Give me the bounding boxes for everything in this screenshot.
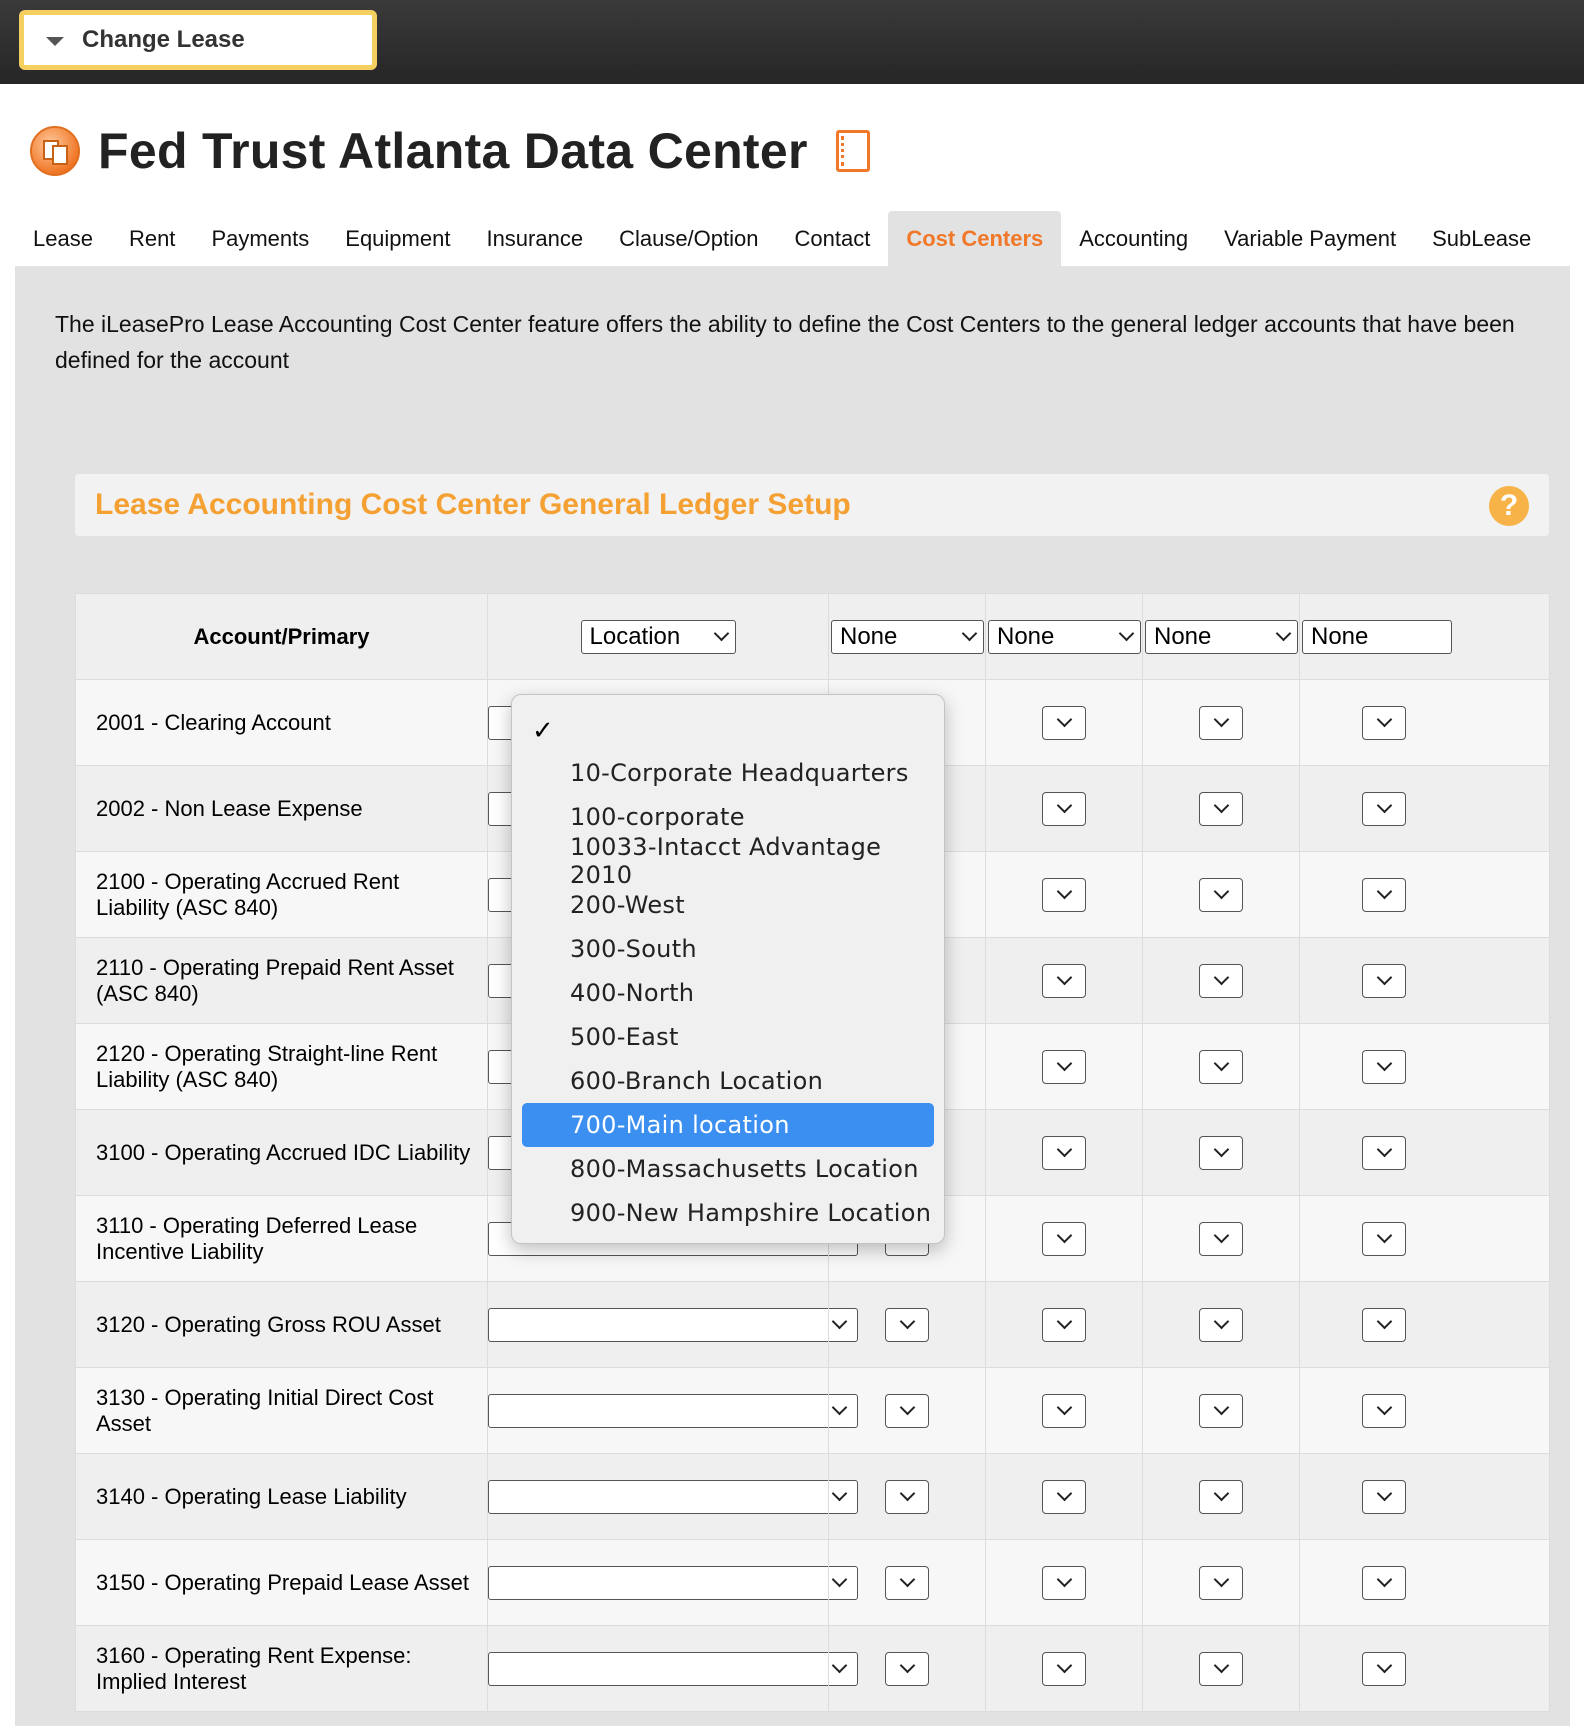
- chevron-down-icon: [1213, 1400, 1229, 1416]
- account-name: 3120 - Operating Gross ROU Asset: [76, 1282, 488, 1368]
- segment-cell: [986, 1454, 1143, 1540]
- chevron-down-icon: [1376, 1658, 1392, 1674]
- segment-select[interactable]: [1302, 620, 1452, 654]
- chevron-down-icon: [1213, 712, 1229, 728]
- segment-value-select[interactable]: [1199, 1136, 1243, 1170]
- chevron-down-icon: [1056, 1572, 1072, 1588]
- segment-cell: [1143, 852, 1300, 938]
- account-name: 2002 - Non Lease Expense: [76, 766, 488, 852]
- segment-value-select[interactable]: [1362, 1308, 1406, 1342]
- chevron-down-icon: [1056, 1142, 1072, 1158]
- dropdown-option[interactable]: 10033-Intacct Advantage 2010: [570, 833, 882, 889]
- chevron-down-icon: [1376, 1228, 1392, 1244]
- segment-value-select[interactable]: [1362, 1136, 1406, 1170]
- location-dropdown-menu[interactable]: [511, 694, 945, 1244]
- segment-cell: [1143, 1368, 1300, 1454]
- tab-variable-payment[interactable]: Variable Payment: [1224, 225, 1397, 251]
- segment-cell: [1143, 1282, 1300, 1368]
- chevron-down-icon: [899, 1572, 915, 1588]
- segment-cell: [1143, 1540, 1300, 1626]
- segment-cell: [1300, 1110, 1550, 1196]
- segment-cell: [1143, 1626, 1300, 1712]
- location-cell: [488, 1282, 829, 1368]
- segment-value-select[interactable]: [1042, 1050, 1086, 1084]
- segment-value-select[interactable]: [1042, 1136, 1086, 1170]
- chevron-down-icon: [1376, 970, 1392, 986]
- chevron-down-icon: [1119, 626, 1135, 642]
- segment-value-select[interactable]: [1362, 792, 1406, 826]
- location-select[interactable]: [488, 1308, 858, 1342]
- segment-value-select[interactable]: [1362, 1394, 1406, 1428]
- segment-cell: [986, 1368, 1143, 1454]
- segment-select-value: Location: [589, 622, 681, 650]
- account-name: 2100 - Operating Accrued Rent Liability (ASC 840): [76, 852, 488, 938]
- chevron-down-icon: [1056, 1658, 1072, 1674]
- segment-select-value: None: [1311, 622, 1369, 650]
- chevron-down-icon: [1376, 1486, 1392, 1502]
- tab-insurance[interactable]: Insurance: [486, 225, 584, 251]
- segment-value-select[interactable]: [1362, 1652, 1406, 1686]
- dropdown-option[interactable]: 100-corporate: [570, 803, 745, 831]
- section-header: [75, 474, 1549, 536]
- chevron-down-icon: [1056, 884, 1072, 900]
- dropdown-option[interactable]: 500-East: [570, 1023, 679, 1051]
- segment-value-select[interactable]: [1042, 1652, 1086, 1686]
- table-row: [76, 1282, 1550, 1368]
- segment-value-select[interactable]: [1042, 792, 1086, 826]
- chevron-down-icon: [1213, 884, 1229, 900]
- top-bar: [0, 0, 1584, 84]
- account-name: 2110 - Operating Prepaid Rent Asset (ASC 840): [76, 938, 488, 1024]
- location-select[interactable]: [488, 1480, 858, 1514]
- section-title: Lease Accounting Cost Center General Ledger Setup: [95, 488, 851, 521]
- segment-select[interactable]: [988, 620, 1141, 654]
- segment-select[interactable]: [831, 620, 984, 654]
- segment-cell: [1300, 1626, 1550, 1712]
- chevron-down-icon: [1376, 1572, 1392, 1588]
- chevron-down-icon: [1376, 884, 1392, 900]
- segment-header-cell: [986, 594, 1143, 680]
- segment-header-cell: [1300, 594, 1550, 680]
- chevron-down-icon: [1213, 1228, 1229, 1244]
- chevron-down-icon: [1056, 798, 1072, 814]
- segment-cell: [986, 852, 1143, 938]
- chevron-down-icon: [1056, 1056, 1072, 1072]
- table-row: [76, 1454, 1550, 1540]
- segment-cell: [1300, 766, 1550, 852]
- chevron-down-icon: [1213, 1314, 1229, 1330]
- tab-clause-option[interactable]: Clause/Option: [619, 225, 759, 251]
- chevron-down-icon: [713, 626, 729, 642]
- segment-value-select[interactable]: [1042, 706, 1086, 740]
- segment-value-select[interactable]: [1362, 1480, 1406, 1514]
- segment-cell: [986, 680, 1143, 766]
- segment-cell: [986, 1282, 1143, 1368]
- checkmark-icon: ✓: [532, 714, 554, 745]
- notebook-icon[interactable]: [836, 130, 870, 172]
- segment-cell: [1143, 766, 1300, 852]
- segment-value-select[interactable]: [1199, 1566, 1243, 1600]
- account-name: 3160 - Operating Rent Expense: Implied Interest: [76, 1626, 488, 1712]
- tab-rent[interactable]: Rent: [128, 225, 176, 251]
- segment-header-cell: [829, 594, 986, 680]
- tab-cost-centers[interactable]: Cost Centers: [888, 211, 1061, 266]
- segment-cell: [986, 766, 1143, 852]
- account-name: 3100 - Operating Accrued IDC Liability: [76, 1110, 488, 1196]
- dropdown-option[interactable]: 300-South: [570, 935, 697, 963]
- table-row: [76, 1626, 1550, 1712]
- tab-bar: [15, 211, 1549, 266]
- segment-value-select[interactable]: [1199, 1394, 1243, 1428]
- segment-value-select[interactable]: [1042, 878, 1086, 912]
- table-row: [76, 1368, 1550, 1454]
- segment-select-value: None: [997, 622, 1055, 650]
- chevron-down-icon: [899, 1314, 915, 1330]
- segment-select-value: None: [1154, 622, 1212, 650]
- segment-cell: [1143, 938, 1300, 1024]
- segment-value-select[interactable]: [1042, 1480, 1086, 1514]
- intro-text: The iLeasePro Lease Accounting Cost Center feature offers the ability to define the Cost Centers to the general ledger accounts that have been defined for the account: [55, 311, 1515, 373]
- segment-cell: [829, 1540, 986, 1626]
- change-lease-button[interactable]: [19, 10, 377, 70]
- chevron-down-icon: [1056, 1314, 1072, 1330]
- segment-select-value: None: [840, 622, 898, 650]
- segment-value-select[interactable]: [1042, 1566, 1086, 1600]
- account-name: 2001 - Clearing Account: [76, 680, 488, 766]
- dropdown-option[interactable]: 400-North: [570, 979, 695, 1007]
- segment-value-select[interactable]: [1362, 964, 1406, 998]
- dropdown-option[interactable]: 700-Main location: [522, 1103, 934, 1147]
- chevron-down-icon: [1213, 1142, 1229, 1158]
- segment-select[interactable]: [581, 620, 736, 654]
- segment-cell: [986, 1110, 1143, 1196]
- account-name: 3140 - Operating Lease Liability: [76, 1454, 488, 1540]
- chevron-down-icon: [899, 1400, 915, 1416]
- segment-select[interactable]: [1145, 620, 1298, 654]
- segment-cell: [1143, 1454, 1300, 1540]
- chevron-down-icon: [1056, 1228, 1072, 1244]
- location-select[interactable]: [488, 1394, 858, 1428]
- segment-cell: [1300, 852, 1550, 938]
- location-cell: [488, 1626, 829, 1712]
- chevron-down-icon: [899, 1658, 915, 1674]
- chevron-down-icon: [1213, 798, 1229, 814]
- segment-value-select[interactable]: [1042, 964, 1086, 998]
- dropdown-option[interactable]: 200-West: [570, 891, 685, 919]
- tab-contact[interactable]: Contact: [794, 225, 871, 251]
- dropdown-option[interactable]: 900-New Hampshire Location: [570, 1199, 932, 1227]
- segment-header-cell: [1143, 594, 1300, 680]
- segment-value-select[interactable]: [1362, 878, 1406, 912]
- tab-sublease[interactable]: SubLease: [1432, 225, 1532, 251]
- segment-value-select[interactable]: [885, 1394, 929, 1428]
- chevron-down-icon: [1213, 1572, 1229, 1588]
- chevron-down-icon: [1376, 1314, 1392, 1330]
- segment-cell: [1300, 1454, 1550, 1540]
- chevron-down-icon: [1213, 1658, 1229, 1674]
- location-cell: [488, 1454, 829, 1540]
- segment-value-select[interactable]: [885, 1480, 929, 1514]
- change-lease-label: Change Lease: [82, 26, 245, 53]
- segment-cell: [1300, 680, 1550, 766]
- segment-cell: [1143, 1196, 1300, 1282]
- segment-cell: [986, 938, 1143, 1024]
- dropdown-option[interactable]: 10-Corporate Headquarters: [570, 759, 909, 787]
- page-title: Fed Trust Atlanta Data Center: [98, 123, 808, 179]
- segment-cell: [986, 1196, 1143, 1282]
- segment-value-select[interactable]: [1362, 706, 1406, 740]
- account-name: 3150 - Operating Prepaid Lease Asset: [76, 1540, 488, 1626]
- segment-cell: [1300, 1024, 1550, 1110]
- documents-icon: [30, 126, 80, 176]
- segment-cell: [986, 1540, 1143, 1626]
- dropdown-option[interactable]: 800-Massachusetts Location: [570, 1155, 919, 1183]
- account-name: 2120 - Operating Straight-line Rent Liability (ASC 840): [76, 1024, 488, 1110]
- tab-lease[interactable]: Lease: [33, 225, 93, 251]
- segment-value-select[interactable]: [1199, 1222, 1243, 1256]
- segment-value-select[interactable]: [1362, 1222, 1406, 1256]
- chevron-down-icon: [1056, 712, 1072, 728]
- location-select[interactable]: [488, 1652, 858, 1686]
- location-cell: [488, 1368, 829, 1454]
- segment-value-select[interactable]: [885, 1566, 929, 1600]
- location-select[interactable]: [488, 1566, 858, 1600]
- segment-cell: [1300, 1196, 1550, 1282]
- tab-payments[interactable]: Payments: [211, 225, 310, 251]
- segment-cell: [986, 1626, 1143, 1712]
- segment-value-select[interactable]: [1042, 1394, 1086, 1428]
- chevron-down-icon: [1213, 970, 1229, 986]
- segment-value-select[interactable]: [1199, 1050, 1243, 1084]
- title-row: [30, 118, 870, 184]
- segment-cell: [829, 1368, 986, 1454]
- segment-value-select[interactable]: [885, 1652, 929, 1686]
- segment-cell: [1143, 680, 1300, 766]
- segment-value-select[interactable]: [1199, 1480, 1243, 1514]
- segment-cell: [829, 1454, 986, 1540]
- segment-cell: [1143, 1024, 1300, 1110]
- tab-equipment[interactable]: Equipment: [345, 225, 451, 251]
- chevron-down-icon: [1376, 1142, 1392, 1158]
- segment-header-cell: [488, 594, 829, 680]
- chevron-down-icon: [1276, 626, 1292, 642]
- chevron-down-icon: [1056, 1486, 1072, 1502]
- chevron-down-icon: [1376, 1056, 1392, 1072]
- segment-value-select[interactable]: [1362, 1050, 1406, 1084]
- segment-value-select[interactable]: [1362, 1566, 1406, 1600]
- account-column-header: Account/Primary: [76, 594, 488, 680]
- segment-value-select[interactable]: [1199, 706, 1243, 740]
- segment-value-select[interactable]: [1042, 1222, 1086, 1256]
- chevron-down-icon: [962, 626, 978, 642]
- segment-value-select[interactable]: [1199, 1308, 1243, 1342]
- segment-value-select[interactable]: [1199, 964, 1243, 998]
- segment-value-select[interactable]: [1199, 878, 1243, 912]
- chevron-down-icon: [1056, 970, 1072, 986]
- location-cell: [488, 1540, 829, 1626]
- segment-cell: [829, 1626, 986, 1712]
- segment-cell: [1300, 938, 1550, 1024]
- account-name: 3130 - Operating Initial Direct Cost Asset: [76, 1368, 488, 1454]
- segment-value-select[interactable]: [1042, 1308, 1086, 1342]
- segment-cell: [986, 1024, 1143, 1110]
- segment-value-select[interactable]: [1199, 1652, 1243, 1686]
- segment-cell: [1300, 1282, 1550, 1368]
- chevron-down-icon: [1056, 1400, 1072, 1416]
- segment-value-select[interactable]: [885, 1308, 929, 1342]
- segment-value-select[interactable]: [1199, 792, 1243, 826]
- table-row: [76, 1540, 1550, 1626]
- help-icon[interactable]: ?: [1489, 486, 1529, 526]
- segment-cell: [1300, 1368, 1550, 1454]
- segment-cell: [1300, 1540, 1550, 1626]
- tab-accounting[interactable]: Accounting: [1079, 225, 1189, 251]
- chevron-down-icon: [899, 1486, 915, 1502]
- chevron-down-icon: [1213, 1486, 1229, 1502]
- chevron-down-icon: [1376, 712, 1392, 728]
- chevron-down-icon: [1376, 798, 1392, 814]
- chevron-down-icon: [1376, 1400, 1392, 1416]
- table-header-row: [76, 594, 1550, 680]
- segment-cell: [829, 1282, 986, 1368]
- dropdown-option[interactable]: 600-Branch Location: [570, 1067, 824, 1095]
- caret-down-icon: [46, 37, 64, 46]
- account-name: 3110 - Operating Deferred Lease Incentive Liability: [76, 1196, 488, 1282]
- segment-cell: [1143, 1110, 1300, 1196]
- chevron-down-icon: [1213, 1056, 1229, 1072]
